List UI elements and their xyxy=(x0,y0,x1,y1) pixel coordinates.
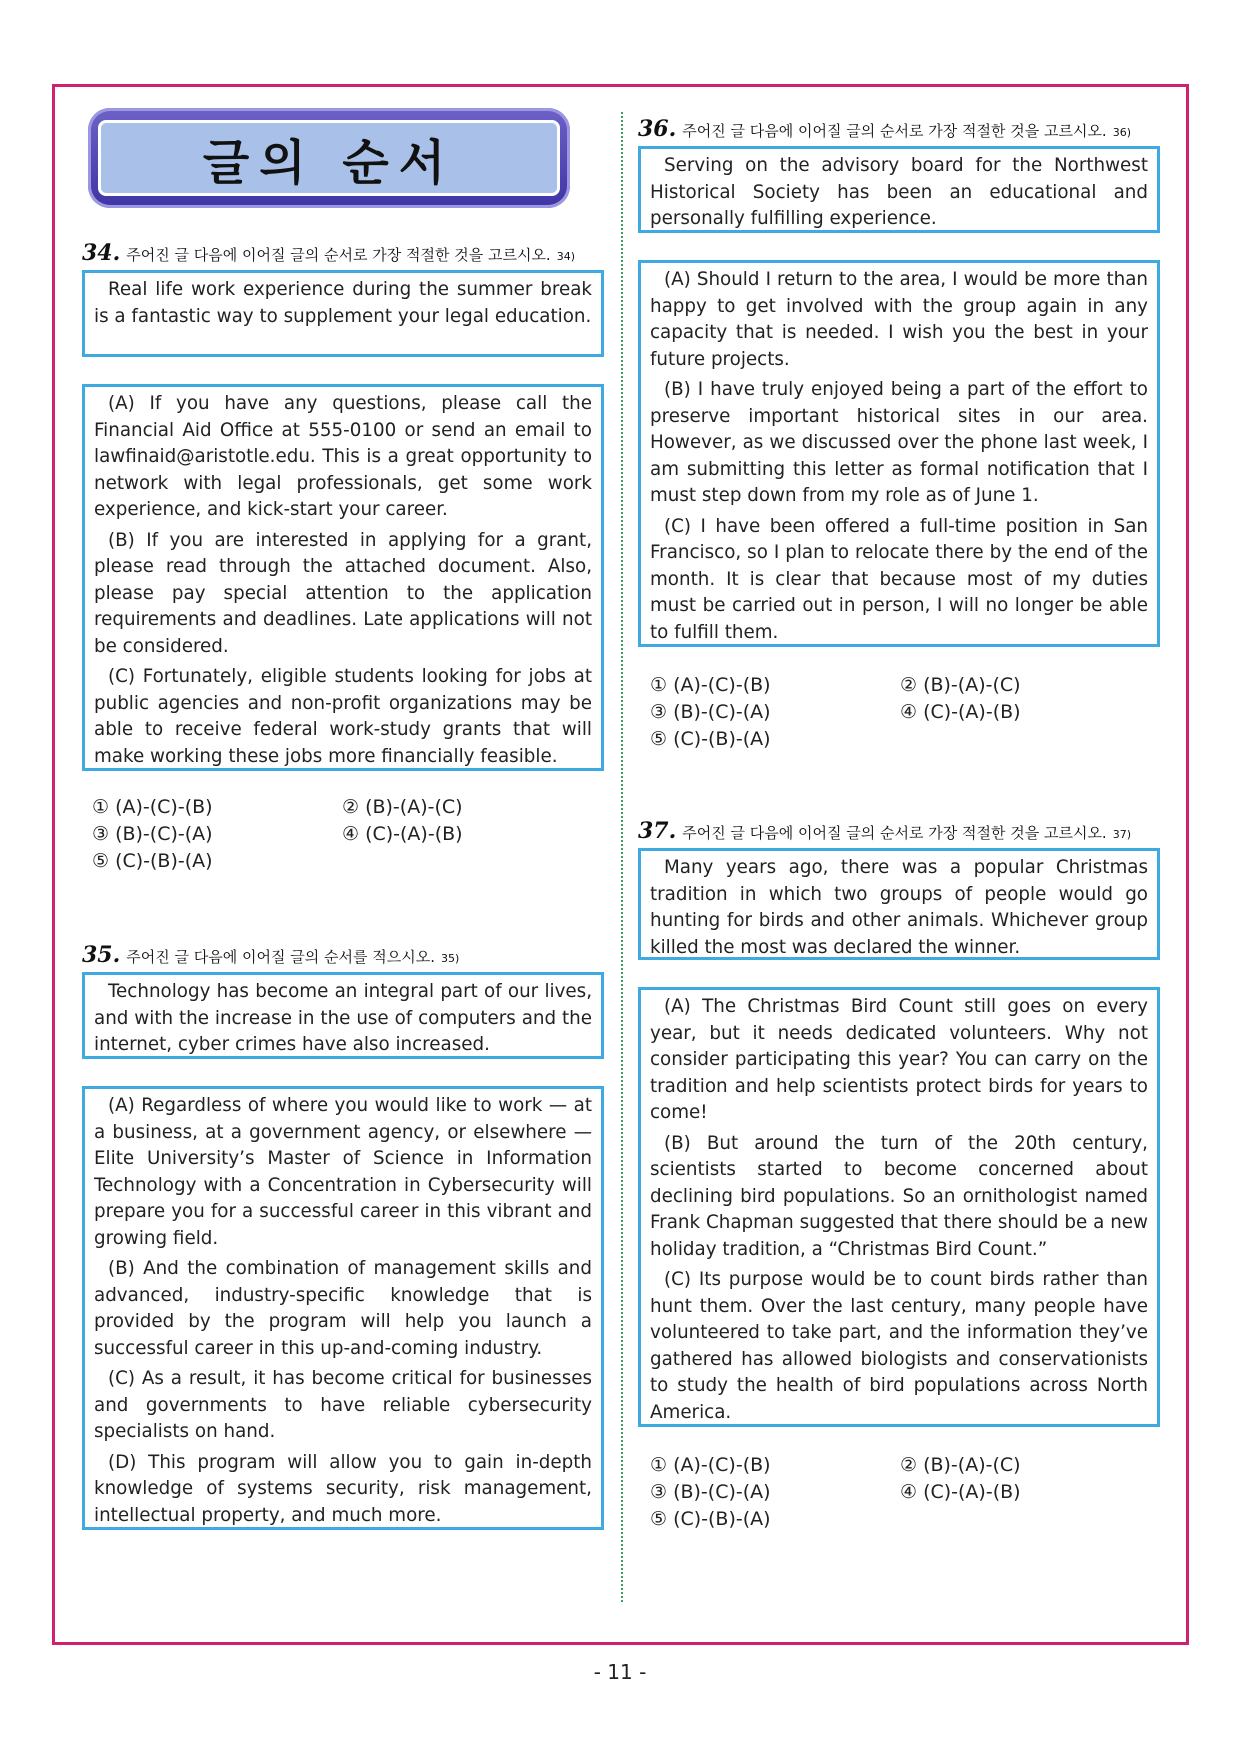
question-37-header xyxy=(638,818,1131,844)
choice-5[interactable]: ⑤ (C)-(B)-(A) xyxy=(92,850,213,872)
section-title-banner xyxy=(88,108,570,208)
question-36-header xyxy=(638,116,1131,142)
paragraph-d: (D) This program will allow you to gain in-depth knowledge of systems security, risk management, intellectual property, and much more. xyxy=(94,1451,592,1526)
paragraph-b: (B) And the combination of management skills and advanced, industry-specific knowledge that is provided by the program will help you launch a successful career in this up-and-coming industry. xyxy=(94,1258,592,1359)
choice-2[interactable]: ② (B)-(A)-(C) xyxy=(900,674,1021,696)
question-35-header xyxy=(82,942,459,968)
choice-1[interactable]: ① (A)-(C)-(B) xyxy=(650,674,771,696)
paragraph-a: (A) The Christmas Bird Count still goes on every year, but it needs dedicated volunteers. Why not consider participating this year? You can carry on the tradition and help scientists protect birds for years to come! xyxy=(650,996,1148,1123)
footnote-ref: 37) xyxy=(1112,828,1132,841)
question-prompt: 주어진 글 다음에 이어질 글의 순서로 가장 적절한 것을 고르시오. xyxy=(126,246,551,264)
footnote-ref: 35) xyxy=(440,952,460,965)
paragraph-a: (A) If you have any questions, please call the Financial Aid Office at 555-0100 or send an email to lawfinaid@aristotle.edu. This is a great opportunity to network with legal professionals, get some work experience, and kick-start your career. xyxy=(94,393,592,520)
paragraph-b: (B) I have truly enjoyed being a part of the effort to preserve important historical sites in our area. However, as we discussed over the phone last week, I am submitting this letter as formal notification that I must step down from my role as of June 1. xyxy=(650,379,1148,506)
section-title-inner xyxy=(98,120,560,196)
given-text: Real life work experience during the summer break is a fantastic way to supplement your legal education. xyxy=(94,279,592,327)
paragraph-a: (A) Should I return to the area, I would be more than happy to get involved with the group again in any capacity that is needed. I wish you the best in your future projects. xyxy=(650,269,1148,370)
choice-1[interactable]: ① (A)-(C)-(B) xyxy=(92,796,213,818)
paragraph-c: (C) Its purpose would be to count birds rather than hunt them. Over the last century, many people have volunteered to take part, and the information they’ve gathered has allowed biologists and conservationists to study the health of bird populations across North America. xyxy=(650,1269,1148,1423)
given-text: Technology has become an integral part of our lives, and with the increase in the use of computers and the internet, cyber crimes have also increased. xyxy=(94,981,592,1055)
footnote-ref: 34) xyxy=(556,250,576,263)
page-number: - 11 - xyxy=(593,1660,647,1684)
choice-3[interactable]: ③ (B)-(C)-(A) xyxy=(650,1481,771,1503)
question-34-passage-box xyxy=(82,384,604,771)
question-number: 35. xyxy=(82,942,121,968)
choice-4[interactable]: ④ (C)-(A)-(B) xyxy=(342,823,463,845)
choice-2[interactable]: ② (B)-(A)-(C) xyxy=(342,796,463,818)
paragraph-b: (B) If you are interested in applying for a grant, please read through the attached document. Also, please pay special attention to the application requirements and deadlines. Late applications will not be considered. xyxy=(94,529,592,657)
question-35-passage-box xyxy=(82,1086,604,1530)
question-36-passage-box xyxy=(638,260,1160,647)
section-title: 글의 순서 xyxy=(202,134,456,191)
choice-3[interactable]: ③ (B)-(C)-(A) xyxy=(92,823,213,845)
choice-2[interactable]: ② (B)-(A)-(C) xyxy=(900,1454,1021,1476)
column-divider xyxy=(621,112,623,1602)
question-37-choices xyxy=(650,1452,1150,1533)
paragraph-b: (B) But around the turn of the 20th century, scientists started to become concerned about declining bird populations. So an ornithologist named Frank Chapman suggested that there should be a new holiday tradition, a “Christmas Bird Count.” xyxy=(650,1132,1148,1260)
paragraph-c: (C) As a result, it has become critical for businesses and governments to have reliable cybersecurity specialists on hand. xyxy=(94,1368,592,1442)
choice-3[interactable]: ③ (B)-(C)-(A) xyxy=(650,701,771,723)
given-text: Serving on the advisory board for the Northwest Historical Society has been an educational and personally fulfilling experience. xyxy=(650,155,1148,229)
choice-5[interactable]: ⑤ (C)-(B)-(A) xyxy=(650,1508,771,1530)
question-prompt: 주어진 글 다음에 이어질 글의 순서로 가장 적절한 것을 고르시오. xyxy=(682,122,1107,140)
paragraph-c: (C) I have been offered a full-time position in San Francisco, so I plan to relocate there by the end of the month. It is clear that because most of my duties must be carried out in person, I will no longer be able to fulfill them. xyxy=(650,515,1148,643)
paragraph-a: (A) Regardless of where you would like to work — at a business, at a government agency, or elsewhere — Elite University’s Master of Science in Information Technology with a Concentration in Cybersecurity will prepare you for a successful career in this vibrant and growing field. xyxy=(94,1095,592,1249)
given-text: Many years ago, there was a popular Christmas tradition in which two groups of people would go hunting for birds and other animals. Whichever group killed the most was declared the winner. xyxy=(650,857,1148,958)
paragraph-c: (C) Fortunately, eligible students looking for jobs at public agencies and non-profit organizations may be able to receive federal work-study grants that will make working these jobs more financially feasible. xyxy=(94,666,592,767)
question-number: 37. xyxy=(638,818,677,844)
question-34-choices xyxy=(92,794,592,875)
question-37-given-box xyxy=(638,848,1160,960)
choice-4[interactable]: ④ (C)-(A)-(B) xyxy=(900,1481,1021,1503)
footnote-ref: 36) xyxy=(1112,126,1132,139)
question-prompt: 주어진 글 다음에 이어질 글의 순서로 가장 적절한 것을 고르시오. xyxy=(682,824,1107,842)
question-36-choices xyxy=(650,672,1150,753)
question-37-passage-box xyxy=(638,987,1160,1427)
question-34-given-box xyxy=(82,270,604,357)
question-36-given-box xyxy=(638,146,1160,233)
choice-5[interactable]: ⑤ (C)-(B)-(A) xyxy=(650,728,771,750)
choice-1[interactable]: ① (A)-(C)-(B) xyxy=(650,1454,771,1476)
question-prompt: 주어진 글 다음에 이어질 글의 순서를 적으시오. xyxy=(126,948,435,966)
choice-4[interactable]: ④ (C)-(A)-(B) xyxy=(900,701,1021,723)
question-number: 36. xyxy=(638,116,677,142)
question-number: 34. xyxy=(82,240,121,266)
question-35-given-box xyxy=(82,972,604,1059)
question-34-header xyxy=(82,240,575,266)
